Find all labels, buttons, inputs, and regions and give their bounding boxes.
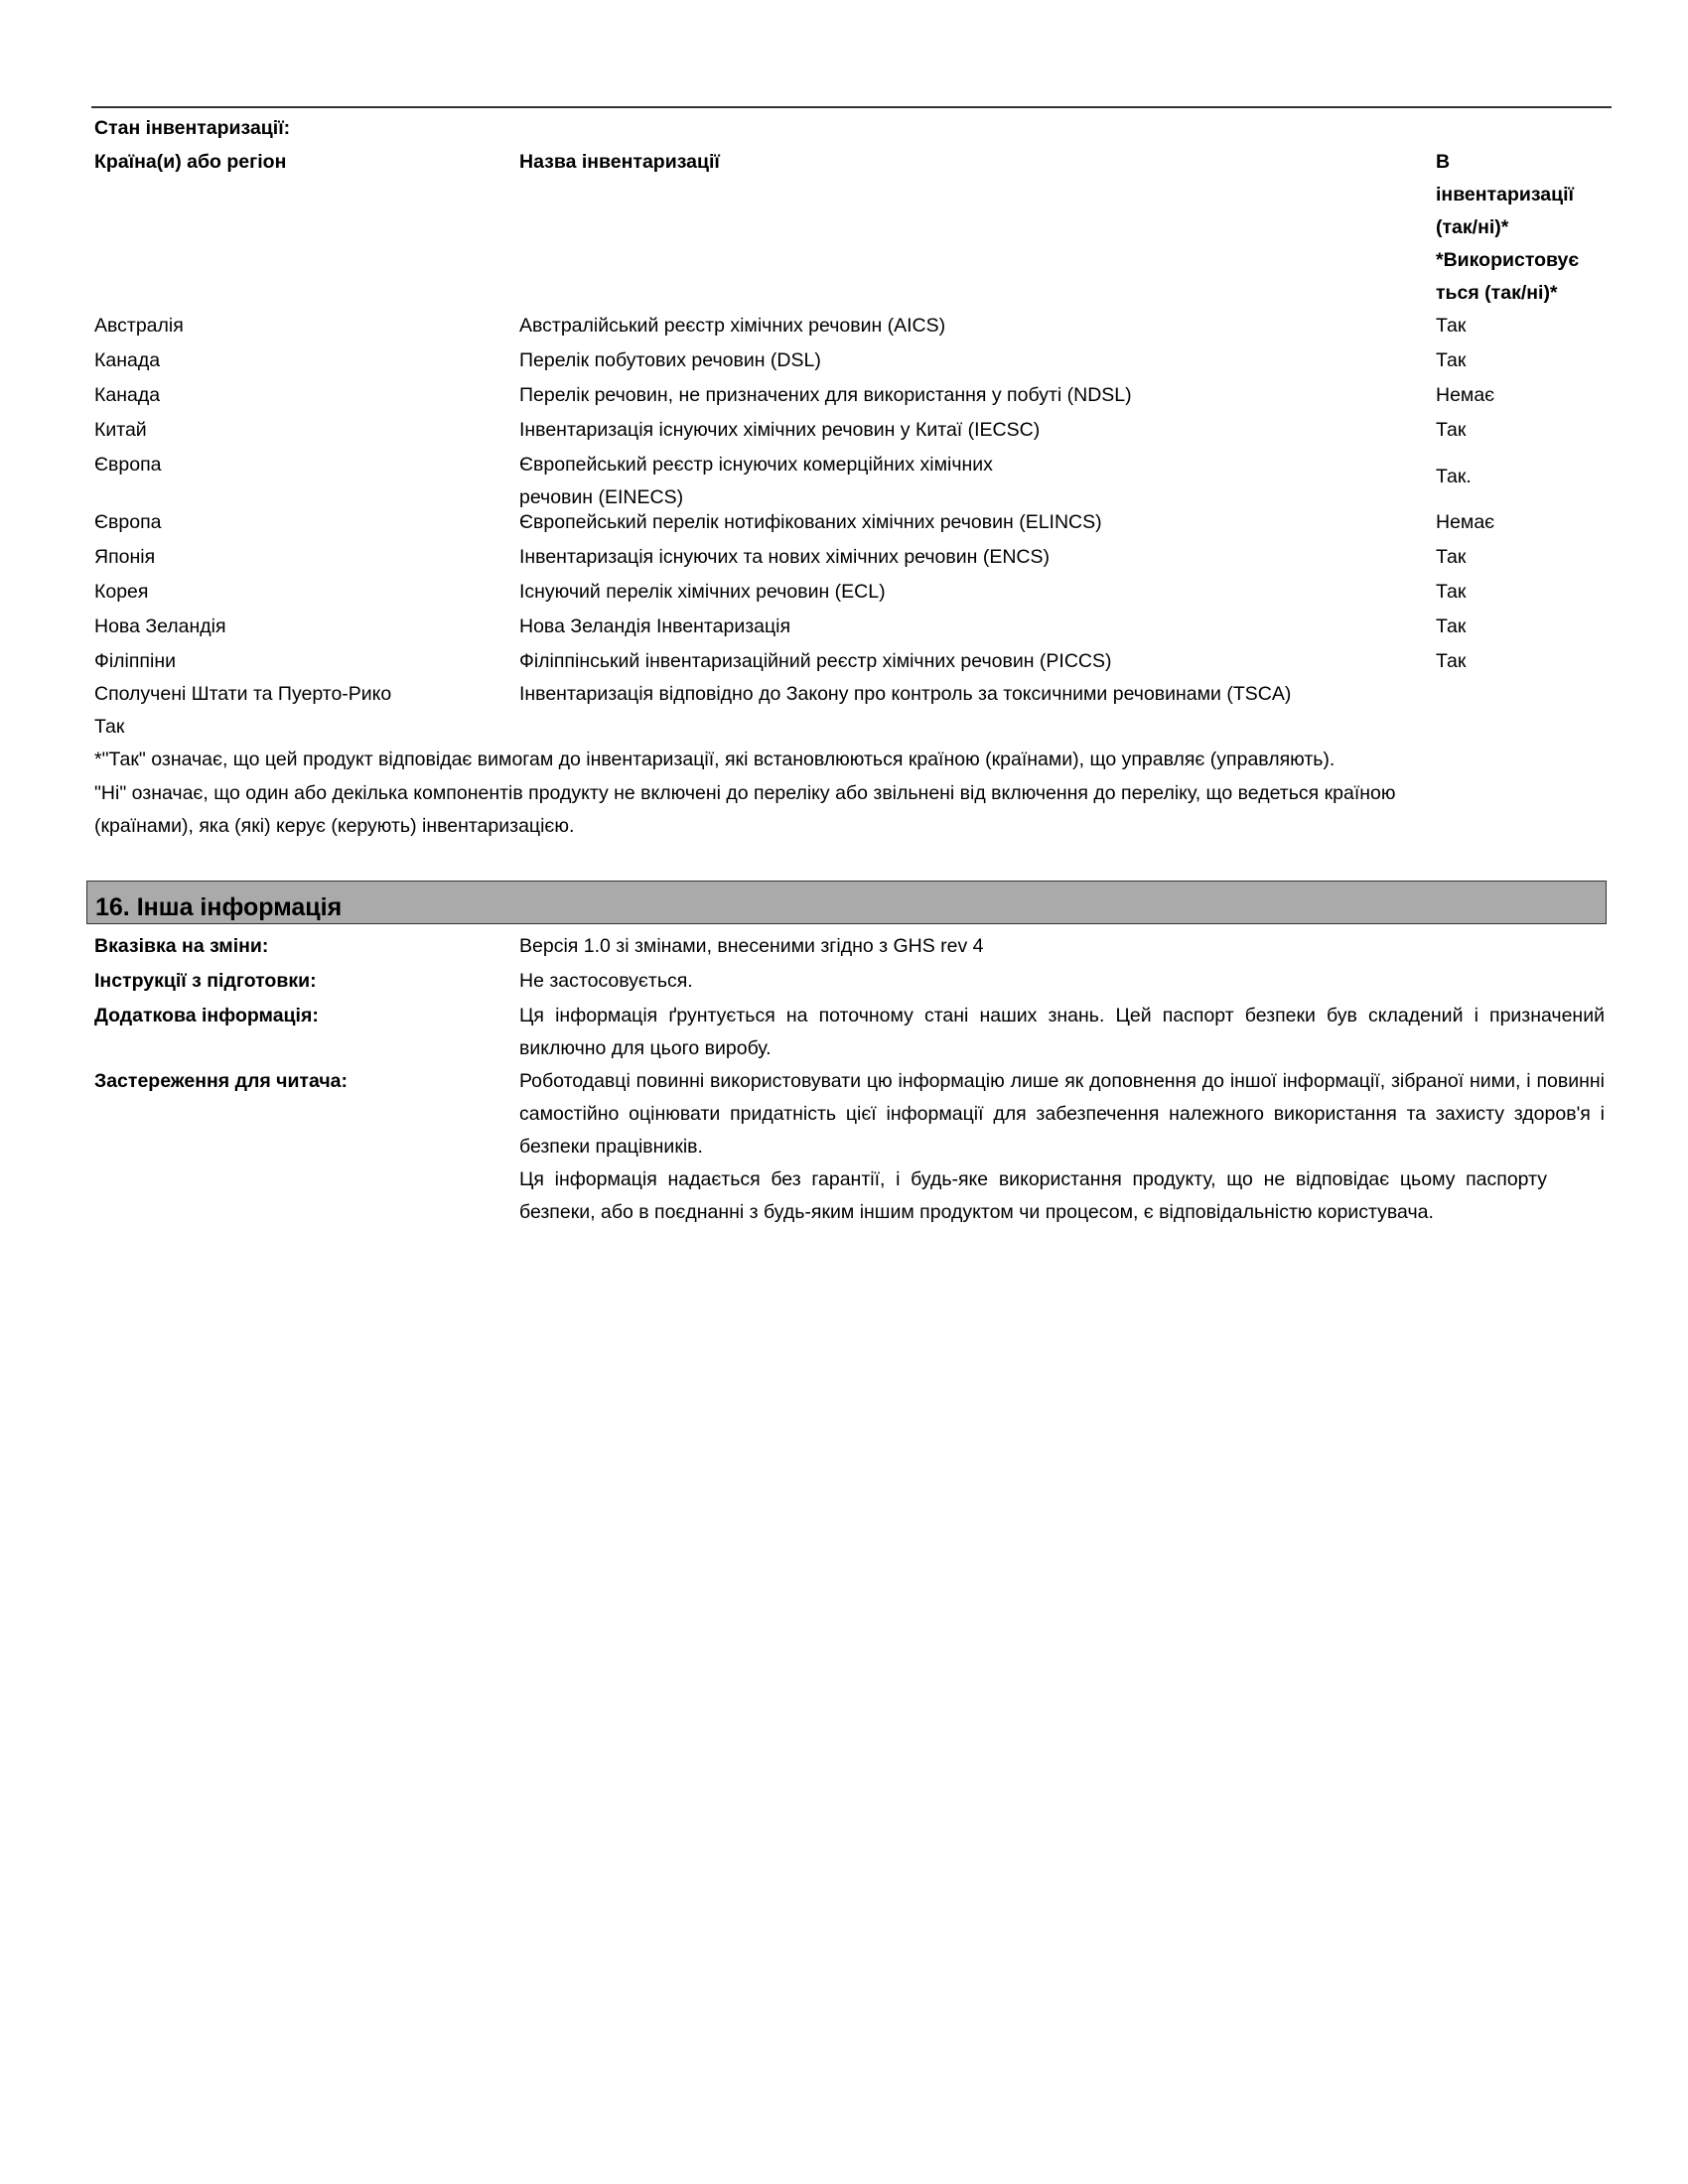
header-status-line: В [1436,151,1451,173]
row-status: Так [1436,615,1467,637]
row-country: Філіппіни [94,650,176,672]
row-inventory-name: Перелік речовин, не призначених для використання у побуті (NDSL) [519,384,1132,406]
inventory-status-label: Стан інвентаризації: [94,117,291,139]
row-country: Європа [94,511,162,533]
row-country: Канада [94,349,161,371]
note-no: "Ні" означає, що один або декілька компонентів продукту не включені до переліку або звільнені від включення до переліку, що ведеться країною [94,782,1396,804]
row-inventory-name: Перелік побутових речовин (DSL) [519,349,821,371]
row-inventory-name-cont: речовин (EINECS) [519,486,684,508]
row-inventory-name: Австралійський реєстр хімічних речовин (AICS) [519,315,946,337]
row-inventory-name: Інвентаризація існуючих хімічних речовин у Китаї (IECSC) [519,419,1041,441]
row-status: Так [1436,349,1467,371]
note-yes: *"Так" означає, що цей продукт відповідає вимогам до інвентаризації, які встановлюються країною (країнами), що управляє (управляють). [94,749,1336,770]
header-inventory-name: Назва інвентаризації [519,151,720,173]
row-inventory-name: Європейський перелік нотифікованих хімічних речовин (ELINCS) [519,511,1102,533]
row-status: Так. [1436,466,1472,487]
row-country: Сполучені Штати та Пуерто-Рико [94,683,392,705]
value-reader-notice-2: Ця інформація надається без гарантії, і будь-яке використання продукту, що не відповідає цьому паспорту безпеки, або в поєднанні з будь-яким іншим продуктом чи процесом, є відповідальністю користувача. [519,1168,1547,1223]
row-inventory-name: Філіппінський інвентаризаційний реєстр хімічних речовин (PICCS) [519,650,1112,672]
label-changes: Вказівка на зміни: [94,935,269,957]
label-preparation: Інструкції з підготовки: [94,970,317,992]
row-inventory-name: Інвентаризація існуючих та нових хімічних речовин (ENCS) [519,546,1050,568]
row-status: Немає [1436,384,1495,406]
row-country: Канада [94,384,161,406]
row-status: Так [94,716,125,738]
value-reader-notice: Роботодавці повинні використовувати цю інформацію лише як доповнення до іншої інформації, зібраної ними, і повинні самостійно оцінювати придатність цієї інформації для забезпечення належного використання та захисту здоров'я і безпеки працівників. [519,1070,1605,1158]
row-country: Європа [94,454,162,476]
top-rule [91,106,1612,108]
row-inventory-name: Інвентаризація відповідно до Закону про контроль за токсичними речовинами (TSCA) [519,683,1292,705]
header-in-inventory [1436,146,1605,310]
section-16-header [86,881,1607,924]
header-status-line: *Використовує [1436,249,1580,271]
row-country: Японія [94,546,156,568]
row-status: Так [1436,546,1467,568]
header-status-line: (так/ні)* [1436,216,1509,238]
row-status: Так [1436,650,1467,672]
row-country: Австралія [94,315,184,337]
header-country: Країна(и) або регіон [94,151,287,173]
label-additional-info: Додаткова інформація: [94,1005,319,1026]
row-status: Так [1436,419,1467,441]
row-status: Так [1436,315,1467,337]
row-country: Китай [94,419,147,441]
header-status-line: інвентаризації [1436,184,1575,205]
row-status: Немає [1436,511,1495,533]
section-16-title: 16. Інша інформація [95,893,343,921]
value-changes: Версія 1.0 зі змінами, внесеними згідно з GHS rev 4 [519,935,984,957]
row-inventory-name: Європейський реєстр існуючих комерційних хімічних [519,454,993,476]
row-inventory-name: Нова Зеландія Інвентаризація [519,615,791,637]
row-status: Так [1436,581,1467,603]
value-additional-info: Ця інформація ґрунтується на поточному стані наших знань. Цей паспорт безпеки був складений і призначений виключно для цього виробу. [519,1005,1605,1059]
row-country: Нова Зеландія [94,615,226,637]
row-inventory-name: Існуючий перелік хімічних речовин (ECL) [519,581,886,603]
label-reader-notice: Застереження для читача: [94,1070,349,1092]
value-preparation: Не застосовується. [519,970,693,992]
note-no-cont: (країнами), яка (які) керує (керують) інвентаризацією. [94,815,575,837]
row-country: Корея [94,581,149,603]
header-status-line: ться (так/ні)* [1436,282,1558,304]
